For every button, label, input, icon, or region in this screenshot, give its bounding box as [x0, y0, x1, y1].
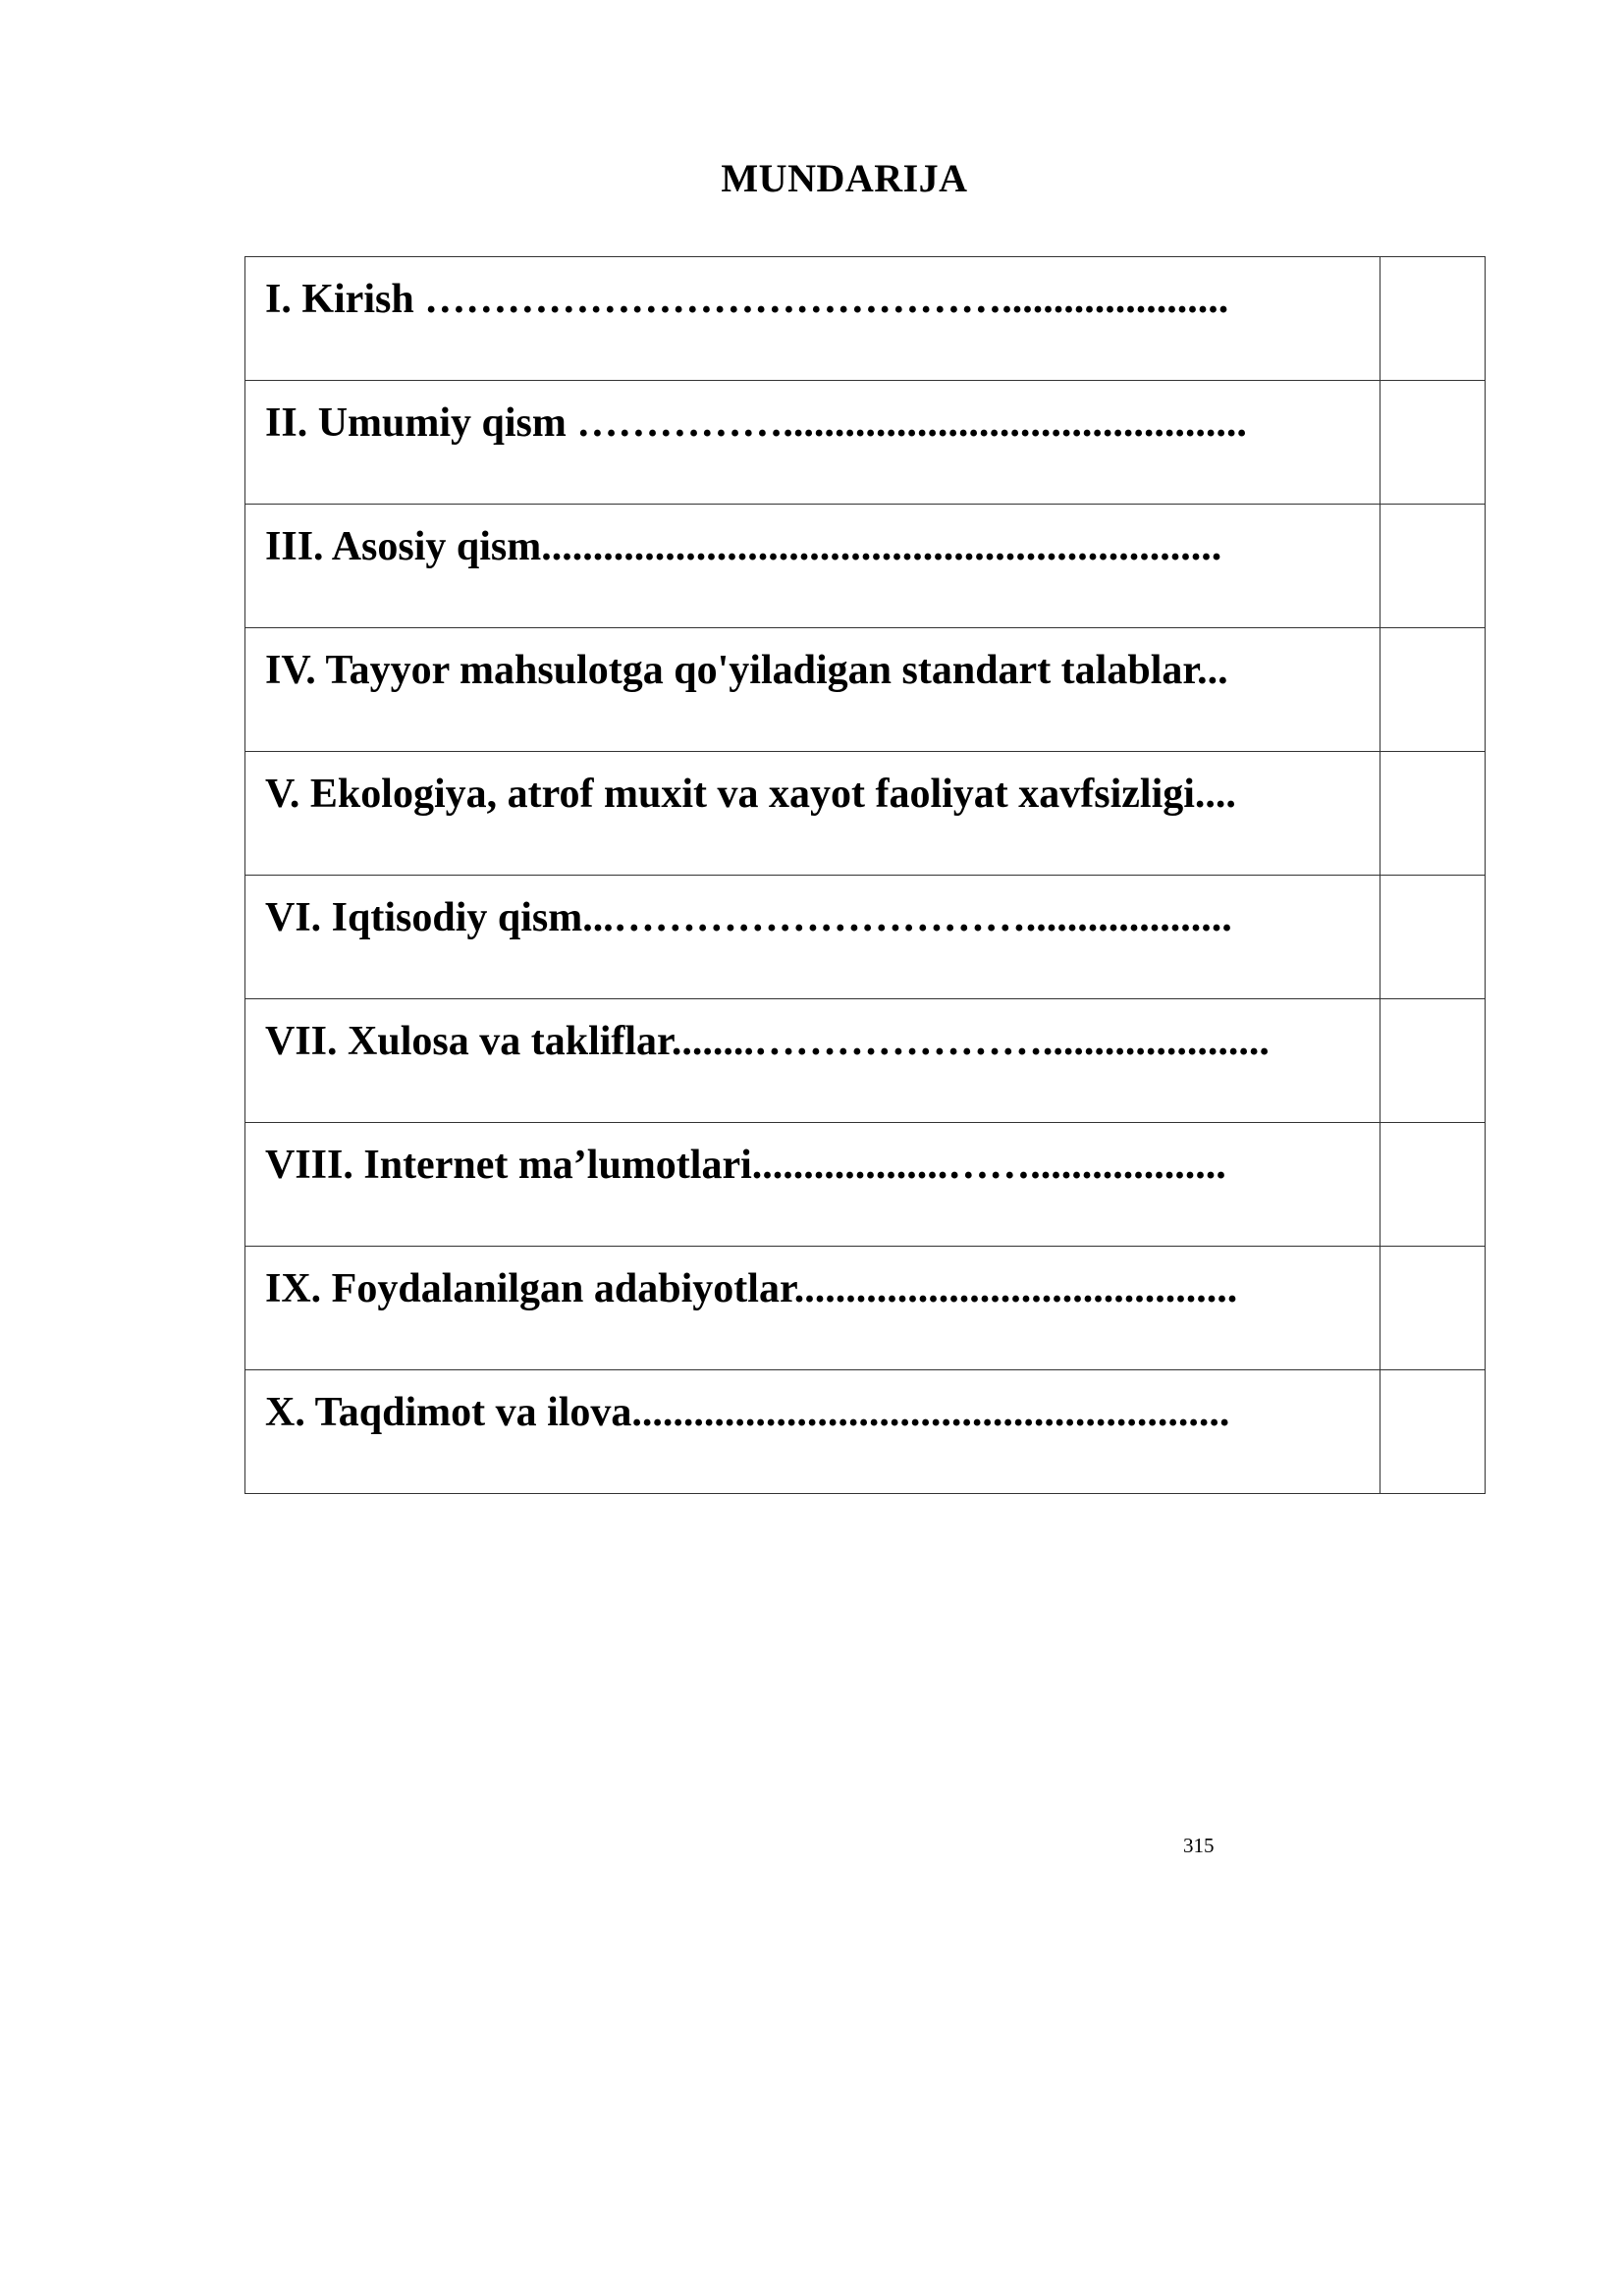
toc-entry-kirish: I. Kirish ……………………………………...................... [265, 277, 1229, 322]
toc-row [245, 1123, 1486, 1247]
toc-entry-standart-talablar: IV. Tayyor mahsulotga qo'yiladigan standart talablar... [265, 648, 1228, 693]
toc-entry-cell [245, 1123, 1380, 1247]
toc-entry-xulosa: VII. Xulosa va takliflar........…………………...................... [265, 1019, 1270, 1064]
toc-entry-adabiyotlar: IX. Foydalanilgan adabiyotlar........................................... [265, 1266, 1238, 1311]
toc-entry-cell [245, 1370, 1380, 1494]
toc-page-cell [1380, 628, 1486, 752]
toc-entry-cell [245, 381, 1380, 505]
toc-page-cell [1380, 999, 1486, 1123]
toc-page-cell [1380, 1123, 1486, 1247]
toc-entry-ekologiya: V. Ekologiya, atrof muxit va xayot faoliyat xavfsizligi.... [265, 772, 1236, 817]
toc-row [245, 876, 1486, 999]
toc-entry-cell [245, 876, 1380, 999]
toc-page-cell [1380, 1247, 1486, 1370]
toc-entry-internet: VIII. Internet ma’lumotlari...................……................... [265, 1143, 1226, 1188]
toc-entry-cell [245, 257, 1380, 381]
toc-page-cell [1380, 876, 1486, 999]
page-number: 315 [1183, 1834, 1215, 1857]
table-of-contents [244, 256, 1486, 1494]
toc-row [245, 257, 1486, 381]
toc-entry-cell [245, 999, 1380, 1123]
toc-row [245, 628, 1486, 752]
toc-row [245, 505, 1486, 628]
toc-row [245, 1370, 1486, 1494]
toc-row [245, 999, 1486, 1123]
toc-entry-umumiy-qism: II. Umumiy qism ……………............................................. [265, 400, 1247, 446]
toc-row [245, 1247, 1486, 1370]
toc-page-cell [1380, 257, 1486, 381]
toc-entry-cell [245, 1247, 1380, 1370]
toc-row [245, 381, 1486, 505]
toc-row [245, 752, 1486, 876]
toc-entry-cell [245, 752, 1380, 876]
page-title: MUNDARIJA [721, 156, 968, 200]
toc-entry-asosiy-qism: III. Asosiy qism.................................................................. [265, 524, 1222, 569]
toc-entry-taqdimot: X. Taqdimot va ilova.......................................................... [265, 1390, 1230, 1435]
toc-entry-cell [245, 505, 1380, 628]
toc-page-cell [1380, 752, 1486, 876]
toc-entry-cell [245, 628, 1380, 752]
toc-page-cell [1380, 1370, 1486, 1494]
toc-entry-iqtisodiy-qism: VI. Iqtisodiy qism...………………………….................... [265, 895, 1232, 940]
toc-page-cell [1380, 505, 1486, 628]
toc-page-cell [1380, 381, 1486, 505]
